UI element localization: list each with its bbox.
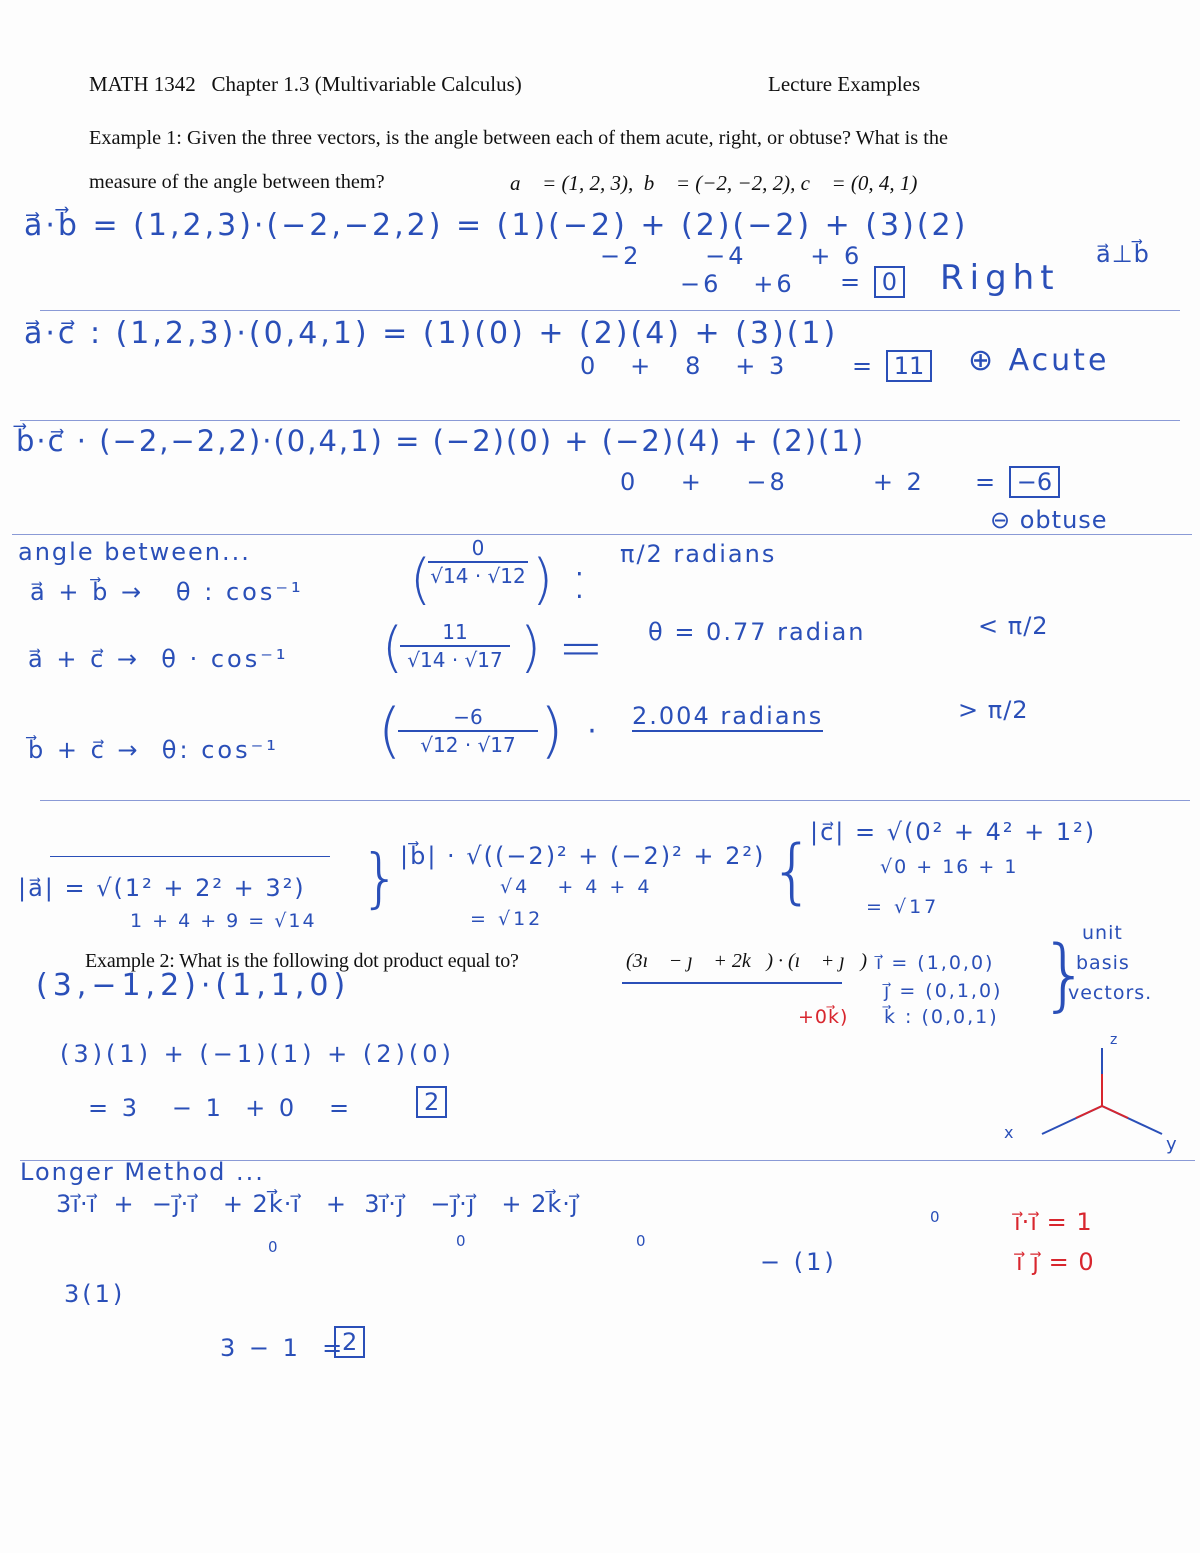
row2-close-paren: ) = bbox=[520, 616, 604, 679]
row1-denominator: √14 · √12 bbox=[430, 564, 526, 588]
hw-row1-result: π/2 radians bbox=[620, 540, 777, 568]
row1-fraction bbox=[428, 536, 528, 588]
hw-ab-result: = 0 bbox=[840, 268, 905, 296]
hw-mag-c-3: = √17 bbox=[866, 896, 940, 918]
hw-bc-result-box: −6 bbox=[1009, 466, 1060, 498]
hw-mag-b-1: |b⃗| · √((−2)² + (−2)² + 2²) bbox=[400, 842, 766, 870]
axes-sketch bbox=[1004, 1030, 1180, 1160]
hw-ab-result-box: 0 bbox=[874, 266, 905, 298]
row3-numerator: −6 bbox=[453, 705, 483, 729]
hw-mag-b-3: = √12 bbox=[470, 908, 544, 930]
hw-row3-compare: > π/2 bbox=[958, 696, 1029, 724]
mag-a-overline bbox=[50, 856, 330, 857]
hw-row2-left: a⃗ + c⃗ → θ · cos⁻¹ bbox=[28, 645, 289, 673]
row1-close-paren: ) : bbox=[532, 548, 589, 611]
example1-question-line2: measure of the angle between them? bbox=[89, 171, 385, 193]
row2-numerator: 11 bbox=[442, 620, 468, 644]
hw-longer-line: 3ı⃗·ı⃗ + −ȷ⃗·ı⃗ + 2k⃗·ı⃗ + 3ı⃗·ȷ⃗ −ȷ⃗·ȷ⃗ + 2k⃗·ȷ⃗ bbox=[56, 1190, 579, 1218]
hw-mag-c-1: |c⃗| = √(0² + 4² + 1²) bbox=[810, 818, 1097, 846]
hw-zero-4: 0 bbox=[930, 1208, 943, 1226]
row1-bar bbox=[428, 561, 528, 563]
row2-fraction bbox=[400, 620, 510, 672]
hw-ac-line1: a⃗·c⃗ : (1,2,3)·(0,4,1) = (1)(0) + (2)(4) + (3)(1) bbox=[24, 316, 839, 351]
hw-mag-a-1: |a⃗| = √(1² + 2² + 3²) bbox=[18, 874, 306, 902]
example1-question-line1: Example 1: Given the three vectors, is the angle between each of them acute, right, or obtuse? What is the bbox=[89, 127, 949, 149]
hw-row2-compare: < π/2 bbox=[978, 612, 1049, 640]
hw-mag-b-2: √4 + 4 + 4 bbox=[500, 876, 653, 898]
hw-ex2-result-wrap bbox=[416, 1088, 447, 1116]
hw-bc-result: = −6 bbox=[975, 468, 1060, 496]
hw-bc-label: ⊖ obtuse bbox=[990, 506, 1108, 534]
hw-mag-a-2: 1 + 4 + 9 = √14 bbox=[130, 910, 317, 932]
hw-ab-label: Right bbox=[940, 258, 1060, 298]
row1-open-paren: ( bbox=[410, 548, 432, 611]
j-vector bbox=[1102, 1106, 1128, 1118]
hw-final-calc: 3 − 1 = bbox=[220, 1334, 346, 1362]
basis-brace: } bbox=[1040, 930, 1090, 1020]
hw-angle-heading: angle between... bbox=[18, 538, 251, 566]
row2-bar bbox=[400, 645, 510, 647]
hw-zero-2: 0 bbox=[456, 1232, 469, 1250]
hw-three-one: 3(1) bbox=[64, 1280, 126, 1308]
lecture-examples-header: Lecture Examples bbox=[768, 72, 921, 96]
i-vector bbox=[1076, 1106, 1102, 1118]
divider-2 bbox=[20, 420, 1180, 421]
row2-denominator: √14 · √17 bbox=[407, 648, 503, 672]
axis-x-label: x bbox=[1004, 1123, 1014, 1142]
course-header: MATH 1342 Chapter 1.3 (Multivariable Calculus) bbox=[89, 72, 522, 96]
row3-open-paren: ( bbox=[378, 696, 402, 766]
hw-ac-result: = 11 bbox=[852, 352, 932, 380]
hw-basis-label-2: basis bbox=[1076, 952, 1130, 974]
hw-row3-result: 2.004 radians bbox=[632, 702, 824, 730]
hw-plus-zero-k: +0k⃗) bbox=[798, 1006, 849, 1028]
hw-ab-perp: a⃗⊥b⃗ bbox=[1096, 240, 1150, 268]
example2-question: Example 2: What is the following dot product equal to? bbox=[85, 950, 519, 972]
row3-fraction bbox=[398, 705, 538, 757]
divider-3 bbox=[12, 534, 1192, 535]
hw-row3-left: b⃗ + c⃗ → θ: cos⁻¹ bbox=[28, 736, 279, 764]
hw-basis-label-1: unit bbox=[1082, 922, 1123, 944]
row3-close-paren: ) · bbox=[540, 696, 602, 766]
hw-ab-line3: −6 +6 bbox=[680, 270, 795, 298]
hw-zero-3: 0 bbox=[636, 1232, 649, 1250]
hw-row2-result: θ = 0.77 radian bbox=[648, 618, 866, 646]
hw-basis-label-3: vectors. bbox=[1068, 982, 1153, 1004]
hw-final-result-box: 2 bbox=[334, 1326, 365, 1358]
hw-ex2-line3: = 3 − 1 + 0 = bbox=[88, 1094, 353, 1122]
hw-ab-line2: −2 −4 + 6 bbox=[600, 242, 863, 270]
hw-final-result-wrap bbox=[334, 1328, 365, 1356]
hw-basis-j: ȷ⃗ = (0,1,0) bbox=[884, 980, 1003, 1002]
example1-vectors: a⃗ = (1, 2, 3), b⃗ = (−2, −2, 2), c⃗ = (0, 4, 1) bbox=[510, 171, 918, 195]
hw-ac-line2: 0 + 8 + 3 bbox=[580, 352, 788, 380]
axis-z-label: z bbox=[1110, 1032, 1118, 1048]
hw-minus-one: − (1) bbox=[760, 1248, 837, 1276]
hw-bc-line2: 0 + −8 + 2 bbox=[620, 468, 925, 496]
hw-row1-left: a⃗ + b⃗ → θ : cos⁻¹ bbox=[30, 578, 304, 606]
hw-basis-k: k⃗ : (0,0,1) bbox=[884, 1006, 999, 1028]
divider-1 bbox=[40, 310, 1180, 311]
hw-ab-line1: a⃗·b⃗ = (1,2,3)·(−2,−2,2) = (1)(−2) + (2)(−2) + (3)(2) bbox=[24, 208, 969, 243]
hw-red-ij: ı⃗ ȷ⃗ = 0 bbox=[1016, 1248, 1095, 1276]
expression-underline bbox=[622, 982, 842, 984]
hw-bc-line1: b⃗·c⃗ · (−2,−2,2)·(0,4,1) = (−2)(0) + (−2)(4) + (2)(1) bbox=[16, 424, 866, 458]
divider-4 bbox=[40, 800, 1190, 801]
row1-numerator: 0 bbox=[471, 536, 485, 560]
row3-denominator: √12 · √17 bbox=[420, 733, 516, 757]
row2-open-paren: ( bbox=[382, 616, 404, 679]
hw-ex2-line1: (3,−1,2)·(1,1,0) bbox=[36, 968, 351, 1003]
hw-basis-i: ı⃗ = (1,0,0) bbox=[876, 952, 995, 974]
row3-bar bbox=[398, 730, 538, 732]
hw-ac-result-box: 11 bbox=[886, 350, 933, 382]
hw-red-ii: ı⃗·ı⃗ = 1 bbox=[1014, 1208, 1093, 1236]
hw-longer-heading: Longer Method ... bbox=[20, 1158, 265, 1186]
axis-y-label: y bbox=[1166, 1134, 1177, 1155]
mag-a-brace: } bbox=[360, 842, 401, 916]
example2-expression: (3ı⃗ − ȷ⃗ + 2k⃗) · (ı⃗ + ȷ⃗) bbox=[626, 950, 868, 972]
hw-zero-1: 0 bbox=[268, 1238, 281, 1256]
hw-mag-c-2: √0 + 16 + 1 bbox=[880, 856, 1019, 878]
hw-ex2-line2: (3)(1) + (−1)(1) + (2)(0) bbox=[60, 1040, 455, 1068]
hw-ex2-result-box: 2 bbox=[416, 1086, 447, 1118]
hw-ac-label: ⊕ Acute bbox=[968, 343, 1110, 378]
mag-b-brace: { bbox=[770, 830, 815, 912]
